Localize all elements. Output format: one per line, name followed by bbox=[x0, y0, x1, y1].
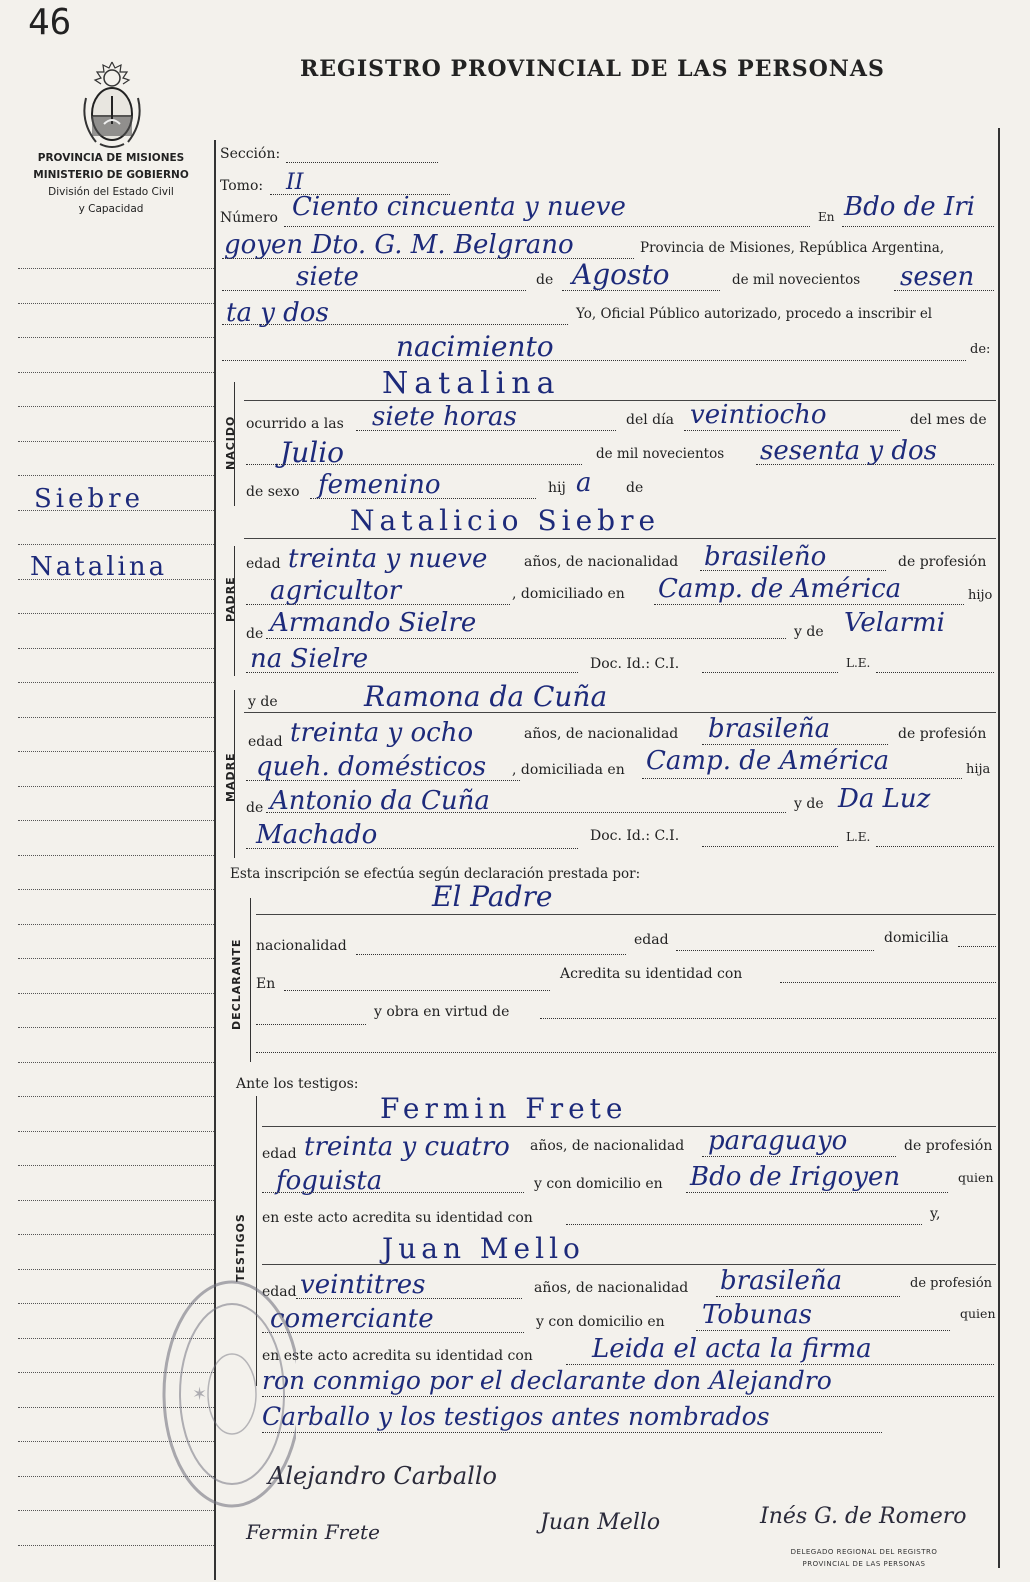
madre-dom-label: , domiciliada en bbox=[512, 762, 625, 778]
madre-prof-value: queh. domésticos bbox=[256, 752, 487, 782]
padre-de-label: de bbox=[246, 626, 264, 642]
madre-yde-label-2: y de bbox=[794, 796, 824, 812]
margin-dotted-line bbox=[18, 613, 214, 614]
hij-label: hij bbox=[548, 480, 566, 496]
padre-anos-label: años, de nacionalidad bbox=[524, 554, 679, 570]
cierre-line-1: Leida el acta la firma bbox=[592, 1334, 872, 1364]
padre-nombre: Natalicio Siebre bbox=[350, 504, 661, 537]
declarante-bracket bbox=[250, 898, 251, 1062]
padre-edad-value: treinta y nueve bbox=[288, 544, 488, 574]
dia-line bbox=[222, 290, 526, 291]
testigo2-edad-line bbox=[296, 1298, 522, 1299]
hij-suffix: a bbox=[576, 468, 592, 498]
margin-dotted-line bbox=[18, 993, 214, 994]
seccion-label: Sección: bbox=[220, 146, 281, 162]
declarante-en-label: En bbox=[256, 976, 276, 992]
margin-dotted-line bbox=[18, 786, 214, 787]
testigo2-dom-label: y con domicilio en bbox=[536, 1314, 665, 1330]
testigo2-nac-line bbox=[716, 1296, 900, 1297]
padre-dom-value: Camp. de América bbox=[658, 574, 902, 604]
testigo1-nac-line bbox=[702, 1156, 896, 1157]
padre-dom-line bbox=[654, 604, 964, 605]
margin-dotted-line bbox=[18, 1545, 214, 1546]
issuer-line-2: MINISTERIO DE GOBIERNO bbox=[33, 169, 189, 181]
del-mes-label: del mes de bbox=[910, 412, 987, 428]
padre-yde-label: y de bbox=[794, 624, 824, 640]
margin-dotted-line bbox=[18, 889, 214, 890]
margin-dotted-line bbox=[18, 751, 214, 752]
de-label: de bbox=[536, 272, 554, 288]
madre-name-line bbox=[244, 712, 996, 713]
madre-dom-value: Camp. de América bbox=[646, 746, 890, 776]
testigo2-nac-value: brasileña bbox=[720, 1266, 843, 1296]
sexo-value: femenino bbox=[318, 470, 441, 500]
padre-section-label: PADRE bbox=[224, 576, 237, 622]
madre-edad-label: edad bbox=[248, 734, 283, 750]
mes-line bbox=[562, 290, 720, 291]
de-label-2: de bbox=[626, 480, 644, 496]
stamp-line-1: DELEGADO REGIONAL DEL REGISTRO bbox=[790, 1548, 938, 1556]
page-number: 46 bbox=[28, 2, 72, 43]
margin-note-surname: Siebre bbox=[34, 484, 144, 514]
padre-padre-value: Armando Sielre bbox=[270, 608, 477, 638]
testigo2-acredita-label: en este acto acredita su identidad con bbox=[262, 1348, 533, 1364]
testigo1-prof-value: foguista bbox=[276, 1166, 383, 1196]
testigo1-edad-label: edad bbox=[262, 1146, 297, 1162]
testigo1-nombre: Fermin Frete bbox=[380, 1092, 628, 1125]
testigo1-acredita-line bbox=[566, 1224, 922, 1225]
cierre-line-2: ron conmigo por el declarante don Alejandro bbox=[262, 1366, 832, 1395]
padre-madre-value-1: Velarmi bbox=[844, 608, 945, 638]
margin-dotted-line bbox=[18, 1027, 214, 1028]
margin-dotted-line bbox=[18, 924, 214, 925]
provincia-text: Provincia de Misiones, República Argentina, bbox=[640, 240, 945, 256]
official-stamp-text bbox=[746, 1546, 982, 1570]
declarante-line bbox=[256, 914, 996, 915]
testigo2-dom-value: Tobunas bbox=[702, 1300, 812, 1330]
margin-dotted-line bbox=[18, 717, 214, 718]
padre-prof-line bbox=[246, 604, 510, 605]
testigo2-prof-line bbox=[262, 1332, 524, 1333]
padre-le-label: L.E. bbox=[846, 656, 871, 670]
hora-line bbox=[356, 430, 616, 431]
declarante-edad-line bbox=[676, 950, 874, 951]
testigo1-acredita-label: en este acto acredita su identidad con bbox=[262, 1210, 533, 1226]
yo-text: Yo, Oficial Público autorizado, procedo a inscribir el bbox=[576, 306, 933, 322]
testigo2-edad-value: veintitres bbox=[300, 1270, 426, 1300]
argentina-coat-of-arms-icon bbox=[78, 58, 146, 150]
padre-padre-line bbox=[266, 638, 786, 639]
en-label: En bbox=[818, 210, 835, 224]
testigo1-dom-label: y con domicilio en bbox=[534, 1176, 663, 1192]
declarante-edad-label: edad bbox=[634, 932, 669, 948]
padre-dom-label: , domiciliado en bbox=[512, 586, 625, 602]
testigo2-anos-label: años, de nacionalidad bbox=[534, 1280, 689, 1296]
dia-nac-line bbox=[684, 430, 900, 431]
de-mil-label: de mil novecientos bbox=[732, 272, 861, 288]
inscripcion-text: Esta inscripción se efectúa según declaración prestada por: bbox=[230, 866, 641, 882]
svg-text:✶: ✶ bbox=[192, 1384, 208, 1405]
testigo2-quien-label: quien bbox=[960, 1306, 996, 1321]
numero-label: Número bbox=[220, 210, 278, 226]
declarante-acredita-line bbox=[780, 982, 996, 983]
madre-padre-line bbox=[266, 812, 786, 813]
declarante-section-label: DECLARANTE bbox=[230, 938, 243, 1030]
madre-dom-line bbox=[642, 778, 962, 779]
nacido-section-label: NACIDO bbox=[224, 415, 237, 470]
de-colon-label: de: bbox=[970, 342, 991, 357]
anio-line-2 bbox=[222, 324, 568, 325]
testigos-label: Ante los testigos: bbox=[236, 1076, 359, 1092]
madre-madre-value-2: Machado bbox=[256, 820, 378, 850]
margin-dotted-line bbox=[18, 1131, 214, 1132]
declarante-value: El Padre bbox=[432, 880, 553, 913]
testigo1-line bbox=[262, 1126, 996, 1127]
hora-value: siete horas bbox=[372, 402, 517, 432]
padre-edad-label: edad bbox=[246, 556, 281, 572]
del-dia-label: del día bbox=[626, 412, 674, 428]
cierre-dots-1 bbox=[566, 1364, 994, 1365]
madre-yde-label: y de bbox=[248, 694, 278, 710]
testigo1-anos-label: años, de nacionalidad bbox=[530, 1138, 685, 1154]
anio-value-1: sesen bbox=[900, 262, 975, 292]
margin-dotted-line bbox=[18, 1062, 214, 1063]
margin-note-name: Natalina bbox=[30, 552, 168, 582]
tomo-label: Tomo: bbox=[220, 178, 264, 194]
de-mil-nac-label: de mil novecientos bbox=[596, 446, 725, 462]
madre-prof-line bbox=[246, 780, 520, 781]
testigo1-nac-value: paraguayo bbox=[708, 1126, 848, 1156]
tomo-value: II bbox=[286, 170, 304, 195]
padre-madre-value-2: na Sielre bbox=[250, 644, 369, 674]
madre-nac-line bbox=[702, 744, 888, 745]
anio-value-2: ta y dos bbox=[226, 298, 329, 328]
margin-dotted-line bbox=[18, 1269, 214, 1270]
margin-dotted-line bbox=[18, 648, 214, 649]
testigo2-nombre: Juan Mello bbox=[382, 1232, 585, 1265]
margin-dotted-line bbox=[18, 268, 214, 269]
madre-madre-value-1: Da Luz bbox=[838, 784, 931, 814]
padre-nac-value: brasileño bbox=[704, 542, 827, 572]
margin-dotted-line bbox=[18, 820, 214, 821]
sexo-line bbox=[310, 498, 536, 499]
lugar-value-1: Bdo de Iri bbox=[844, 192, 975, 222]
de-sexo-label: de sexo bbox=[246, 484, 300, 500]
testigo1-prof-line bbox=[262, 1192, 524, 1193]
nacido-nombre: Natalina bbox=[382, 366, 561, 401]
madre-nac-value: brasileña bbox=[708, 714, 831, 744]
declarante-nac-line bbox=[356, 954, 626, 955]
padre-nac-line bbox=[700, 570, 886, 571]
margin-dotted-line bbox=[18, 303, 214, 304]
madre-hija-label: hija bbox=[966, 762, 991, 777]
nacido-line bbox=[244, 400, 996, 401]
mes-nac-line bbox=[246, 464, 582, 465]
testigos-section-label: TESTIGOS bbox=[234, 1213, 247, 1282]
declarante-obra-line bbox=[540, 1018, 996, 1019]
madre-padre-value: Antonio da Cuña bbox=[270, 786, 490, 816]
lugar-line-1 bbox=[842, 226, 994, 227]
anio-nac-value: sesenta y dos bbox=[760, 436, 938, 466]
testigo1-dom-value: Bdo de Irigoyen bbox=[690, 1162, 901, 1192]
margin-dotted-line bbox=[18, 441, 214, 442]
margin-dotted-line bbox=[18, 1200, 214, 1201]
madre-le-label: L.E. bbox=[846, 830, 871, 844]
ocurrido-label: ocurrido a las bbox=[246, 416, 344, 432]
signature-testigo-2: Juan Mello bbox=[540, 1510, 661, 1535]
margin-dotted-line bbox=[18, 475, 214, 476]
anio-line-1 bbox=[894, 290, 994, 291]
madre-anos-label: años, de nacionalidad bbox=[524, 726, 679, 742]
testigo2-prof-label: de profesión bbox=[910, 1276, 993, 1291]
margin-dotted-line bbox=[18, 337, 214, 338]
testigo2-line bbox=[262, 1264, 996, 1265]
margin-dotted-line bbox=[18, 1165, 214, 1166]
margin-dotted-line bbox=[18, 544, 214, 545]
numero-line bbox=[284, 226, 810, 227]
anio-nac-line bbox=[756, 464, 994, 465]
testigo2-edad-label: edad bbox=[262, 1284, 297, 1300]
padre-le-line bbox=[876, 672, 994, 673]
dia-value: siete bbox=[296, 262, 359, 292]
lugar-value-2: goyen Dto. G. M. Belgrano bbox=[224, 230, 574, 260]
testigo1-edad-value: treinta y cuatro bbox=[304, 1132, 510, 1162]
padre-hijo-label: hijo bbox=[968, 588, 993, 603]
declarante-extra-line bbox=[256, 1052, 996, 1053]
margin-dotted-line bbox=[18, 406, 214, 407]
margin-dotted-line bbox=[18, 682, 214, 683]
cierre-dots-3 bbox=[262, 1432, 882, 1433]
signature-declarante: Alejandro Carballo bbox=[268, 1462, 497, 1490]
madre-de-label: de bbox=[246, 800, 264, 816]
madre-prof-label: de profesión bbox=[898, 726, 987, 742]
madre-doc-line bbox=[702, 846, 838, 847]
testigo2-dom-line bbox=[696, 1330, 950, 1331]
testigo1-prof-label: de profesión bbox=[904, 1138, 993, 1154]
issuer-line-1: PROVINCIA DE MISIONES bbox=[37, 152, 185, 164]
declarante-domicilia-label: domicilia bbox=[884, 930, 949, 946]
padre-prof-value: agricultor bbox=[270, 576, 402, 606]
madre-madre-line bbox=[246, 848, 578, 849]
declarante-dom-line-2 bbox=[284, 990, 550, 991]
madre-doc-label: Doc. Id.: C.I. bbox=[590, 828, 680, 844]
cierre-line-3: Carballo y los testigos antes nombrados bbox=[262, 1402, 770, 1431]
declarante-nac-label: nacionalidad bbox=[256, 938, 347, 954]
issuer-line-3: División del Estado Civil bbox=[48, 186, 174, 198]
madre-section-label: MADRE bbox=[224, 752, 237, 802]
issuer-line-4: y Capacidad bbox=[78, 203, 144, 215]
padre-prof-label: de profesión bbox=[898, 554, 987, 570]
madre-edad-value: treinta y ocho bbox=[290, 718, 474, 748]
margin-dotted-line bbox=[18, 855, 214, 856]
testigo1-dom-line bbox=[686, 1192, 948, 1193]
signature-testigo-1: Fermin Frete bbox=[246, 1520, 380, 1544]
testigo1-y-label: y, bbox=[930, 1206, 941, 1222]
issuer-block bbox=[14, 150, 208, 218]
margin-dotted-line bbox=[18, 1234, 214, 1235]
declarante-acredita-label: Acredita su identidad con bbox=[560, 966, 743, 982]
cierre-dots-2 bbox=[262, 1396, 994, 1397]
tipo-acta-line bbox=[222, 360, 966, 361]
declarante-dom-line-1 bbox=[958, 946, 996, 947]
numero-value: Ciento cincuenta y nueve bbox=[292, 192, 626, 222]
madre-nombre: Ramona da Cuña bbox=[364, 680, 608, 713]
document-title: REGISTRO PROVINCIAL DE LAS PERSONAS bbox=[300, 56, 885, 82]
mes-value: Agosto bbox=[572, 258, 670, 291]
margin-dotted-line bbox=[18, 958, 214, 959]
declarante-doc-line bbox=[256, 1024, 366, 1025]
dia-nac-value: veintiocho bbox=[690, 400, 827, 430]
testigo2-prof-value: comerciante bbox=[270, 1304, 434, 1334]
padre-name-line bbox=[244, 538, 996, 539]
madre-le-line bbox=[876, 846, 994, 847]
testigo1-quien-label: quien bbox=[958, 1170, 994, 1185]
frame-right-line bbox=[998, 128, 1000, 1568]
stamp-line-2: PROVINCIAL DE LAS PERSONAS bbox=[802, 1560, 926, 1568]
mes-nac-value: Julio bbox=[280, 436, 345, 469]
declarante-obra-label: y obra en virtud de bbox=[374, 1004, 510, 1020]
padre-doc-line bbox=[702, 672, 838, 673]
signature-oficial: Inés G. de Romero bbox=[760, 1504, 967, 1529]
padre-doc-label: Doc. Id.: C.I. bbox=[590, 656, 680, 672]
padre-madre-line bbox=[246, 672, 578, 673]
tipo-acta-value: nacimiento bbox=[396, 330, 554, 363]
seccion-line bbox=[286, 162, 438, 163]
margin-dotted-line bbox=[18, 1096, 214, 1097]
margin-dotted-line bbox=[18, 372, 214, 373]
